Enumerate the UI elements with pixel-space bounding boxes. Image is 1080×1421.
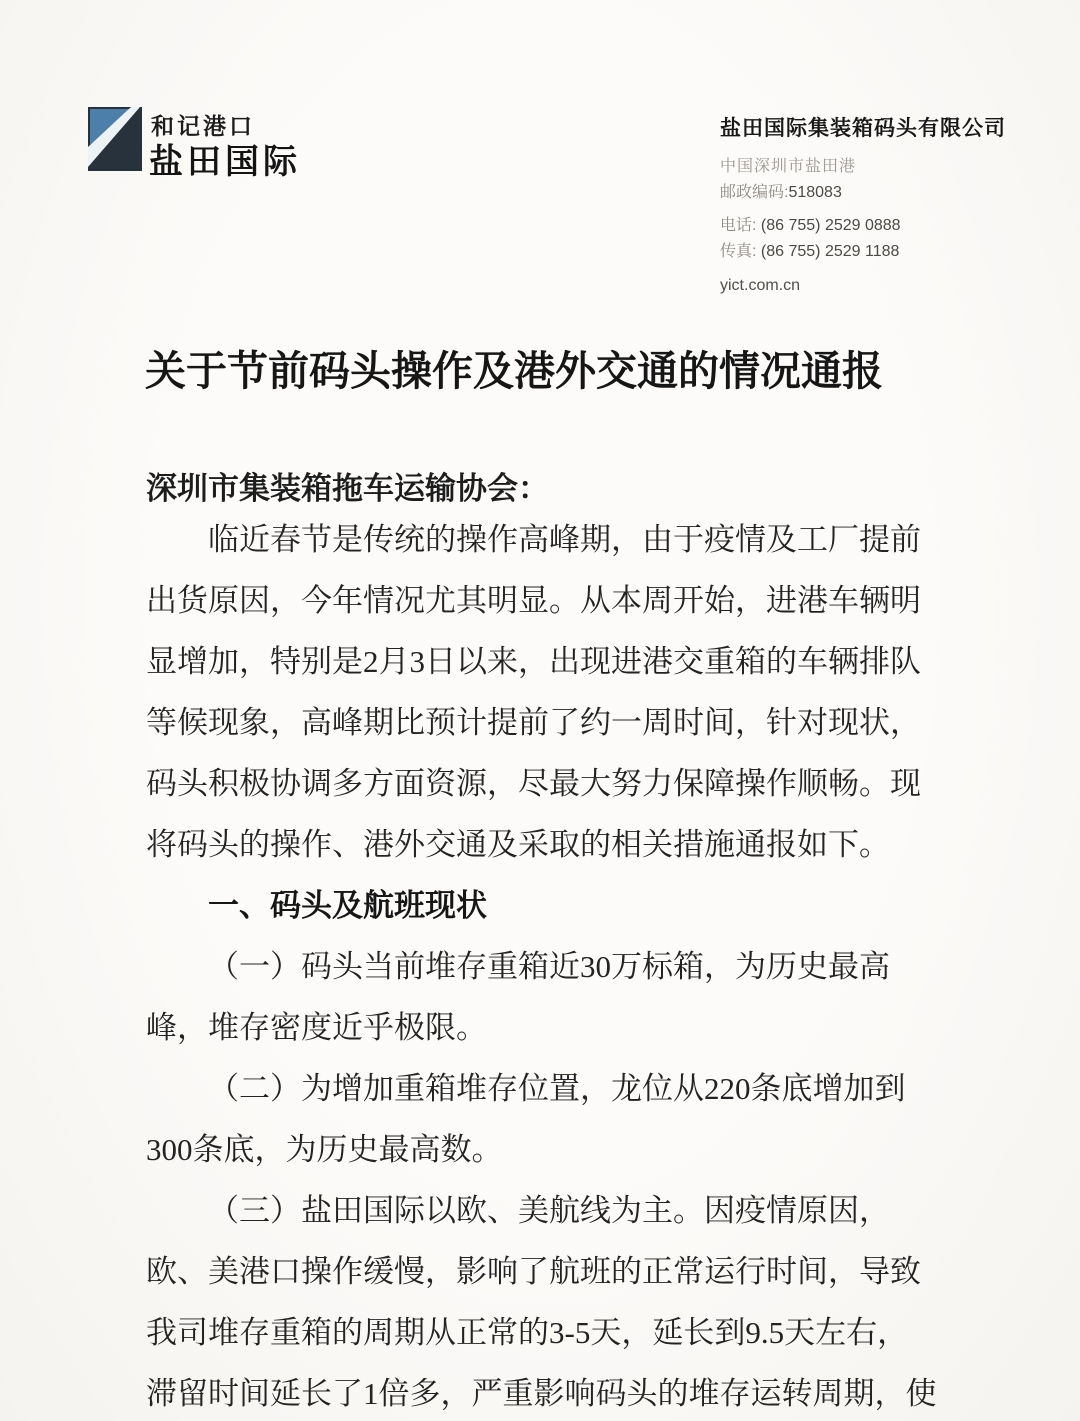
company-website: yict.com.cn <box>720 277 801 294</box>
brand-name-large: 盐田国际 <box>149 143 301 181</box>
postal-code: 518083 <box>788 184 842 201</box>
company-name: 盐田国际集装箱码头有限公司 <box>720 117 1006 140</box>
body-line: 峰，堆存密度近乎极限。 <box>146 1010 487 1045</box>
phone-row <box>720 212 1020 235</box>
body-line: 等候现象，高峰期比预计提前了约一周时间，针对现状， <box>146 705 921 740</box>
fax-label: 传真: <box>720 243 757 260</box>
body-line: 出货原因，今年情况尤其明显。从本周开始，进港车辆明 <box>146 583 921 618</box>
salutation: 深圳市集装箱拖车运输协会： <box>146 471 549 506</box>
body-line: 码头积极协调多方面资源，尽最大努力保障操作顺畅。现 <box>146 766 921 801</box>
body-line: 滞留时间延长了1倍多，严重影响码头的堆存运转周期，使 <box>146 1376 937 1411</box>
company-logo-icon <box>88 106 142 172</box>
postal-label: 邮政编码: <box>720 184 789 201</box>
phone-number: (86 755) 2529 0888 <box>760 217 901 234</box>
body-line: 300条底，为历史最高数。 <box>146 1132 503 1167</box>
fax-row <box>720 238 1020 261</box>
phone-label: 电话: <box>720 217 757 234</box>
postal-code-row <box>720 179 1020 202</box>
body-lines <box>146 509 937 1421</box>
body-line: （三）盐田国际以欧、美航线为主。因疫情原因， <box>208 1193 890 1228</box>
body-line: 我司堆存重箱的周期从正常的3-5天，延长到9.5天左右， <box>146 1315 909 1350</box>
brand-name-small: 和记港口 <box>151 113 255 139</box>
body-line: （二）为增加重箱堆存位置，龙位从220条底增加到 <box>208 1071 906 1106</box>
body-line: 显增加，特别是2月3日以来，出现进港交重箱的车辆排队 <box>146 644 921 679</box>
body-line: 一、码头及航班现状 <box>208 888 487 923</box>
body-line: （一）码头当前堆存重箱近30万标箱，为历史最高 <box>208 949 890 984</box>
company-address: 中国深圳市盐田港 <box>720 158 857 175</box>
fax-number: (86 755) 2529 1188 <box>760 243 900 260</box>
document-title: 关于节前码头操作及港外交通的情况通报 <box>145 348 883 394</box>
body-line: 欧、美港口操作缓慢，影响了航班的正常运行时间，导致 <box>146 1254 921 1289</box>
letterhead-contact-block <box>720 112 1020 295</box>
body-line: 临近春节是传统的操作高峰期，由于疫情及工厂提前 <box>208 522 921 557</box>
body-line: 将码头的操作、港外交通及采取的相关措施通报如下。 <box>146 827 890 862</box>
